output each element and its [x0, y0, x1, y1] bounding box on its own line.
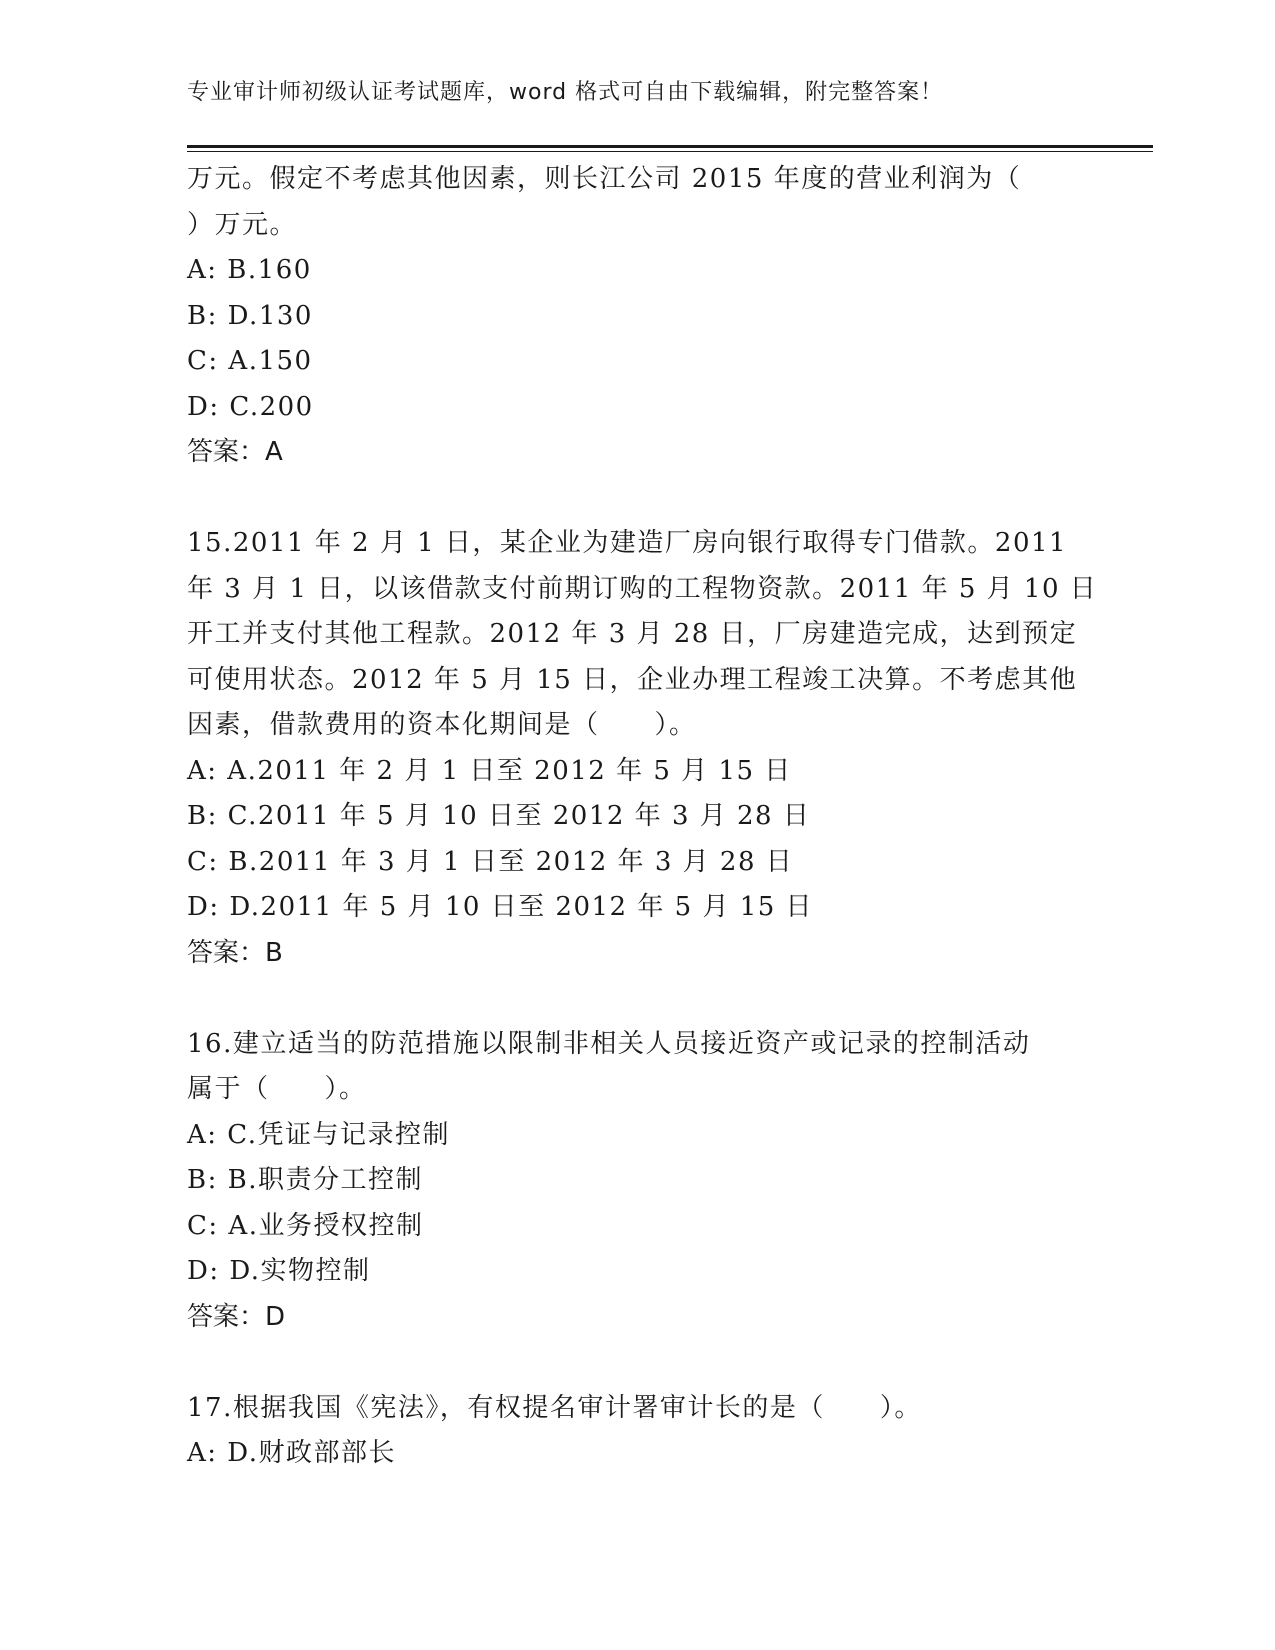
question-block: [187, 1022, 1087, 1341]
header-rule-thick: [187, 145, 1153, 148]
question-text-line: 年 3 月 1 日，以该借款支付前期订购的工程物资款。2011 年 5 月 10 日: [187, 573, 1098, 604]
option-a: A: A.2011 年 2 月 1 日至 2012 年 5 月 15 日: [187, 755, 792, 786]
question-text-line: 开工并支付其他工程款。2012 年 3 月 28 日，厂房建造完成，达到预定: [187, 619, 1078, 649]
option-b: B: B.职责分工控制: [187, 1165, 424, 1195]
question-text-line: ）万元。: [187, 209, 298, 240]
spacer: [187, 1340, 1087, 1386]
option-d: D: C.200: [187, 391, 314, 422]
question-list: [187, 157, 1098, 1477]
option-c: C: A.150: [187, 346, 313, 376]
option-b: B: D.130: [187, 300, 313, 331]
option-c: C: B.2011 年 3 月 1 日至 2012 年 3 月 28 日: [187, 846, 794, 877]
question-text-line: 15.2011 年 2 月 1 日，某企业为建造厂房向银行取得专门借款。2011: [187, 528, 1068, 558]
question-block: [187, 521, 1098, 976]
question-text-line: 因素，借款费用的资本化期间是（ ）。: [187, 710, 697, 740]
spacer: [187, 976, 1087, 1022]
header-rule-thin: [187, 151, 1153, 152]
option-d: D: D.2011 年 5 月 10 日至 2012 年 5 月 15 日: [187, 892, 814, 922]
question-text-line: 16.建立适当的防范措施以限制非相关人员接近资产或记录的控制活动: [187, 1028, 1031, 1059]
answer-line: 答案：B: [187, 937, 283, 968]
answer-line: 答案：A: [187, 437, 283, 467]
option-a: A: B.160: [187, 255, 312, 285]
page-header: 专业审计师初级认证考试题库，word 格式可自由下载编辑，附完整答案！: [187, 80, 944, 105]
option-c: C: A.业务授权控制: [187, 1210, 424, 1241]
answer-line: 答案：D: [187, 1301, 286, 1332]
question-block: [187, 1386, 1087, 1477]
question-block: [187, 157, 1087, 476]
question-text-line: 万元。假定不考虑其他因素，则长江公司 2015 年度的营业利润为（: [187, 164, 1022, 194]
question-text-line: 可使用状态。2012 年 5 月 15 日，企业办理工程竣工决算。不考虑其他: [187, 664, 1078, 695]
option-a: A: C.凭证与记录控制: [187, 1119, 451, 1150]
option-a: A: D.财政部部长: [187, 1438, 396, 1468]
option-d: D: D.实物控制: [187, 1256, 371, 1286]
spacer: [187, 476, 1087, 522]
question-text-line: 17.根据我国《宪法》，有权提名审计署审计长的是（ ）。: [187, 1392, 922, 1423]
question-text-line: 属于（ ）。: [187, 1074, 367, 1104]
option-b: B: C.2011 年 5 月 10 日至 2012 年 3 月 28 日: [187, 801, 811, 831]
